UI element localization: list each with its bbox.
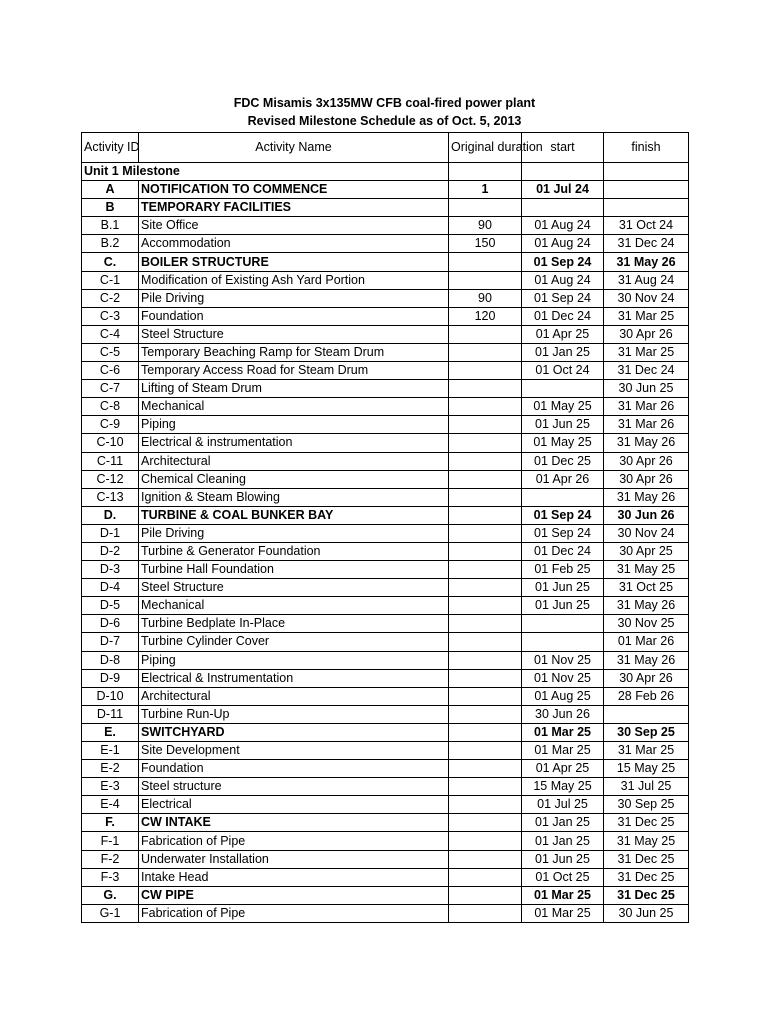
cell-start: 01 Mar 25 (522, 723, 604, 741)
table-row (82, 778, 689, 796)
table-row (82, 760, 689, 778)
cell-activity-id: C-10 (82, 434, 139, 452)
cell-finish: 31 May 25 (604, 561, 689, 579)
cell-finish: 31 Dec 25 (604, 886, 689, 904)
cell-finish: 31 May 26 (604, 434, 689, 452)
table-row (82, 687, 689, 705)
cell-start (522, 615, 604, 633)
cell-activity-name: Chemical Cleaning (139, 470, 449, 488)
cell-finish: 31 May 26 (604, 488, 689, 506)
cell-activity-name: Turbine Run-Up (139, 705, 449, 723)
cell-activity-name: Temporary Beaching Ramp for Steam Drum (139, 343, 449, 361)
table-row (82, 506, 689, 524)
cell-activity-id: C-2 (82, 289, 139, 307)
cell-start: 01 Aug 25 (522, 687, 604, 705)
cell-original-duration (449, 542, 522, 560)
cell-finish: 30 Apr 26 (604, 452, 689, 470)
cell-activity-id: C-13 (82, 488, 139, 506)
cell-finish: 31 May 26 (604, 597, 689, 615)
cell-activity-name: Underwater Installation (139, 850, 449, 868)
document-title: FDC Misamis 3x135MW CFB coal-fired power plant (233, 96, 536, 110)
table-row (82, 307, 689, 325)
cell-activity-id: E-2 (82, 760, 139, 778)
table-row (82, 181, 689, 199)
cell-activity-id: C-3 (82, 307, 139, 325)
cell-activity-name: Turbine Cylinder Cover (139, 633, 449, 651)
cell-finish: 31 Dec 25 (604, 868, 689, 886)
table-row (82, 886, 689, 904)
cell-finish: 31 May 26 (604, 253, 689, 271)
cell-activity-id: E-4 (82, 796, 139, 814)
cell-activity-id: C-7 (82, 380, 139, 398)
cell-finish: 30 Jun 25 (604, 380, 689, 398)
cell-finish: 30 Nov 24 (604, 289, 689, 307)
cell-start: 01 Jun 25 (522, 850, 604, 868)
cell-start (522, 633, 604, 651)
cell-finish: 30 Jun 25 (604, 904, 689, 922)
cell-finish: 31 Dec 24 (604, 235, 689, 253)
cell-original-duration (449, 434, 522, 452)
table-row (82, 325, 689, 343)
cell-activity-name: Mechanical (139, 398, 449, 416)
cell-original-duration (449, 470, 522, 488)
cell-original-duration (449, 506, 522, 524)
cell-start (522, 380, 604, 398)
cell-original-duration: 120 (449, 307, 522, 325)
cell-finish (604, 181, 689, 199)
cell-original-duration: 90 (449, 289, 522, 307)
cell-activity-name: Modification of Existing Ash Yard Portion (139, 271, 449, 289)
table-row (82, 416, 689, 434)
section-label: Unit 1 Milestone (82, 163, 449, 181)
table-row (82, 561, 689, 579)
cell-original-duration (449, 687, 522, 705)
cell-activity-id: E-3 (82, 778, 139, 796)
header-activity-id: Activity ID (82, 133, 139, 163)
cell-activity-name: SWITCHYARD (139, 723, 449, 741)
table-row (82, 235, 689, 253)
cell-activity-id: E. (82, 723, 139, 741)
cell-activity-id: D-4 (82, 579, 139, 597)
cell-activity-id: B.2 (82, 235, 139, 253)
table-row (82, 615, 689, 633)
table-row (82, 452, 689, 470)
cell-finish: 30 Jun 26 (604, 506, 689, 524)
cell-original-duration (449, 488, 522, 506)
table-row (82, 796, 689, 814)
cell-start: 01 Apr 26 (522, 470, 604, 488)
cell-activity-id: D-7 (82, 633, 139, 651)
table-row (82, 470, 689, 488)
table-row (82, 597, 689, 615)
cell-finish: 31 Mar 25 (604, 343, 689, 361)
cell-original-duration (449, 416, 522, 434)
cell-start: 01 Jun 25 (522, 416, 604, 434)
table-row (82, 814, 689, 832)
cell-start: 01 Sep 24 (522, 524, 604, 542)
cell-activity-name: TURBINE & COAL BUNKER BAY (139, 506, 449, 524)
cell-start: 01 Jul 25 (522, 796, 604, 814)
cell-original-duration (449, 669, 522, 687)
table-row (82, 343, 689, 361)
table-row (82, 253, 689, 271)
cell-finish: 31 Dec 25 (604, 814, 689, 832)
cell-activity-name: Ignition & Steam Blowing (139, 488, 449, 506)
cell-activity-name: Site Development (139, 742, 449, 760)
table-row (82, 832, 689, 850)
cell-start: 15 May 25 (522, 778, 604, 796)
cell-original-duration: 150 (449, 235, 522, 253)
cell-finish: 01 Mar 26 (604, 633, 689, 651)
table-row (82, 398, 689, 416)
cell-start: 30 Jun 26 (522, 705, 604, 723)
cell-activity-name: Foundation (139, 307, 449, 325)
cell-activity-id: F-2 (82, 850, 139, 868)
table-row (82, 669, 689, 687)
cell-activity-id: C. (82, 253, 139, 271)
table-row (82, 579, 689, 597)
cell-original-duration (449, 561, 522, 579)
cell-activity-name: CW INTAKE (139, 814, 449, 832)
cell-start (522, 199, 604, 217)
cell-start: 01 Apr 25 (522, 760, 604, 778)
cell-finish (604, 705, 689, 723)
cell-original-duration (449, 651, 522, 669)
cell-finish: 31 Oct 24 (604, 217, 689, 235)
cell-start: 01 Jun 25 (522, 579, 604, 597)
cell-original-duration (449, 380, 522, 398)
cell-original-duration (449, 253, 522, 271)
cell-start: 01 Mar 25 (522, 742, 604, 760)
table-row (82, 488, 689, 506)
cell-activity-id: E-1 (82, 742, 139, 760)
cell-original-duration (449, 579, 522, 597)
cell-original-duration (449, 814, 522, 832)
cell-activity-name: Pile Driving (139, 289, 449, 307)
header-activity-name: Activity Name (139, 133, 449, 163)
table-row (82, 742, 689, 760)
cell-activity-name: Turbine & Generator Foundation (139, 542, 449, 560)
section-empty-cell (522, 163, 604, 181)
table-row (82, 705, 689, 723)
cell-finish: 30 Nov 24 (604, 524, 689, 542)
cell-start: 01 Jun 25 (522, 597, 604, 615)
cell-start: 01 Jan 25 (522, 832, 604, 850)
cell-activity-name: Turbine Bedplate In-Place (139, 615, 449, 633)
cell-finish: 31 Dec 25 (604, 850, 689, 868)
cell-activity-name: Fabrication of Pipe (139, 832, 449, 850)
cell-start: 01 Nov 25 (522, 669, 604, 687)
cell-finish: 31 May 26 (604, 651, 689, 669)
cell-activity-id: A (82, 181, 139, 199)
cell-original-duration (449, 723, 522, 741)
cell-activity-name: NOTIFICATION TO COMMENCE (139, 181, 449, 199)
cell-finish (604, 199, 689, 217)
cell-activity-name: Steel structure (139, 778, 449, 796)
cell-finish: 30 Nov 25 (604, 615, 689, 633)
table-row (82, 524, 689, 542)
cell-activity-id: B.1 (82, 217, 139, 235)
cell-start: 01 Dec 24 (522, 542, 604, 560)
cell-original-duration: 90 (449, 217, 522, 235)
cell-activity-id: D-3 (82, 561, 139, 579)
cell-original-duration (449, 524, 522, 542)
cell-activity-id: F-1 (82, 832, 139, 850)
cell-original-duration (449, 615, 522, 633)
cell-original-duration (449, 271, 522, 289)
cell-start: 01 Aug 24 (522, 235, 604, 253)
cell-original-duration (449, 886, 522, 904)
cell-start: 01 Nov 25 (522, 651, 604, 669)
cell-original-duration: 1 (449, 181, 522, 199)
cell-activity-name: Site Office (139, 217, 449, 235)
cell-finish: 31 Mar 25 (604, 742, 689, 760)
cell-start: 01 Oct 24 (522, 362, 604, 380)
cell-finish: 30 Apr 25 (604, 542, 689, 560)
cell-activity-name: Accommodation (139, 235, 449, 253)
cell-activity-name: Lifting of Steam Drum (139, 380, 449, 398)
cell-start (522, 488, 604, 506)
table-row (82, 434, 689, 452)
cell-activity-id: C-9 (82, 416, 139, 434)
header-original-duration: Original duration (449, 133, 522, 163)
cell-activity-name: Pile Driving (139, 524, 449, 542)
cell-original-duration (449, 778, 522, 796)
cell-finish: 30 Sep 25 (604, 723, 689, 741)
header-finish: finish (604, 133, 689, 163)
table-row (82, 651, 689, 669)
cell-finish: 15 May 25 (604, 760, 689, 778)
cell-start: 01 May 25 (522, 398, 604, 416)
cell-start: 01 May 25 (522, 434, 604, 452)
table-row (82, 380, 689, 398)
cell-activity-name: Electrical (139, 796, 449, 814)
cell-activity-id: C-1 (82, 271, 139, 289)
cell-activity-id: C-5 (82, 343, 139, 361)
table-row (82, 217, 689, 235)
table-row (82, 289, 689, 307)
cell-activity-name: Foundation (139, 760, 449, 778)
cell-finish: 31 Oct 25 (604, 579, 689, 597)
cell-start: 01 Dec 25 (522, 452, 604, 470)
cell-activity-name: Architectural (139, 452, 449, 470)
cell-original-duration (449, 597, 522, 615)
cell-activity-name: Fabrication of Pipe (139, 904, 449, 922)
cell-finish: 31 Mar 26 (604, 398, 689, 416)
cell-activity-id: D-10 (82, 687, 139, 705)
cell-activity-name: Turbine Hall Foundation (139, 561, 449, 579)
cell-finish: 31 Dec 24 (604, 362, 689, 380)
section-empty-cell (604, 163, 689, 181)
cell-finish: 31 Mar 25 (604, 307, 689, 325)
cell-original-duration (449, 760, 522, 778)
table-row (82, 271, 689, 289)
cell-original-duration (449, 452, 522, 470)
cell-activity-id: D-2 (82, 542, 139, 560)
cell-original-duration (449, 199, 522, 217)
table-header-row (82, 133, 689, 163)
table-row (82, 904, 689, 922)
cell-finish: 30 Apr 26 (604, 470, 689, 488)
cell-activity-name: Piping (139, 651, 449, 669)
cell-start: 01 Sep 24 (522, 289, 604, 307)
cell-activity-name: Architectural (139, 687, 449, 705)
cell-start: 01 Apr 25 (522, 325, 604, 343)
cell-finish: 30 Apr 26 (604, 669, 689, 687)
milestone-schedule-table (81, 132, 689, 923)
cell-activity-id: C-12 (82, 470, 139, 488)
cell-activity-id: D-9 (82, 669, 139, 687)
table-row (82, 362, 689, 380)
cell-activity-name: Piping (139, 416, 449, 434)
table-row (82, 633, 689, 651)
cell-start: 01 Feb 25 (522, 561, 604, 579)
cell-activity-id: G-1 (82, 904, 139, 922)
cell-original-duration (449, 796, 522, 814)
cell-activity-id: C-4 (82, 325, 139, 343)
cell-original-duration (449, 705, 522, 723)
cell-finish: 28 Feb 26 (604, 687, 689, 705)
cell-start: 01 Dec 24 (522, 307, 604, 325)
cell-start: 01 Jan 25 (522, 814, 604, 832)
cell-activity-id: G. (82, 886, 139, 904)
table-row (82, 868, 689, 886)
cell-activity-id: C-8 (82, 398, 139, 416)
cell-activity-id: D-11 (82, 705, 139, 723)
cell-activity-id: F-3 (82, 868, 139, 886)
section-row (82, 163, 689, 181)
cell-start: 01 Jul 24 (522, 181, 604, 199)
cell-activity-name: Electrical & Instrumentation (139, 669, 449, 687)
cell-finish: 30 Sep 25 (604, 796, 689, 814)
cell-activity-id: B (82, 199, 139, 217)
cell-start: 01 Mar 25 (522, 904, 604, 922)
cell-original-duration (449, 904, 522, 922)
cell-start: 01 Mar 25 (522, 886, 604, 904)
table-row (82, 199, 689, 217)
cell-activity-name: Steel Structure (139, 579, 449, 597)
document-title-block (81, 95, 688, 130)
cell-activity-id: D-8 (82, 651, 139, 669)
cell-original-duration (449, 633, 522, 651)
cell-start: 01 Oct 25 (522, 868, 604, 886)
cell-activity-id: D-5 (82, 597, 139, 615)
cell-finish: 31 Mar 26 (604, 416, 689, 434)
cell-activity-name: Electrical & instrumentation (139, 434, 449, 452)
cell-finish: 31 Aug 24 (604, 271, 689, 289)
cell-activity-name: BOILER STRUCTURE (139, 253, 449, 271)
cell-start: 01 Aug 24 (522, 217, 604, 235)
cell-finish: 31 May 25 (604, 832, 689, 850)
cell-original-duration (449, 832, 522, 850)
cell-start: 01 Sep 24 (522, 506, 604, 524)
cell-activity-id: C-6 (82, 362, 139, 380)
cell-original-duration (449, 325, 522, 343)
cell-activity-id: F. (82, 814, 139, 832)
cell-activity-name: Temporary Access Road for Steam Drum (139, 362, 449, 380)
cell-activity-id: C-11 (82, 452, 139, 470)
table-row (82, 723, 689, 741)
cell-original-duration (449, 343, 522, 361)
cell-finish: 31 Jul 25 (604, 778, 689, 796)
cell-activity-id: D-6 (82, 615, 139, 633)
cell-original-duration (449, 850, 522, 868)
cell-activity-id: D. (82, 506, 139, 524)
table-row (82, 542, 689, 560)
cell-activity-id: D-1 (82, 524, 139, 542)
cell-start: 01 Sep 24 (522, 253, 604, 271)
table-row (82, 850, 689, 868)
cell-start: 01 Aug 24 (522, 271, 604, 289)
cell-original-duration (449, 742, 522, 760)
cell-original-duration (449, 398, 522, 416)
cell-original-duration (449, 362, 522, 380)
cell-finish: 30 Apr 26 (604, 325, 689, 343)
cell-activity-name: Intake Head (139, 868, 449, 886)
cell-original-duration (449, 868, 522, 886)
header-start: start (522, 133, 604, 163)
cell-start: 01 Jan 25 (522, 343, 604, 361)
section-empty-cell (449, 163, 522, 181)
cell-activity-name: CW PIPE (139, 886, 449, 904)
cell-activity-name: TEMPORARY FACILITIES (139, 199, 449, 217)
cell-activity-name: Steel Structure (139, 325, 449, 343)
document-subtitle: Revised Milestone Schedule as of Oct. 5, 2013 (247, 113, 522, 128)
cell-activity-name: Mechanical (139, 597, 449, 615)
